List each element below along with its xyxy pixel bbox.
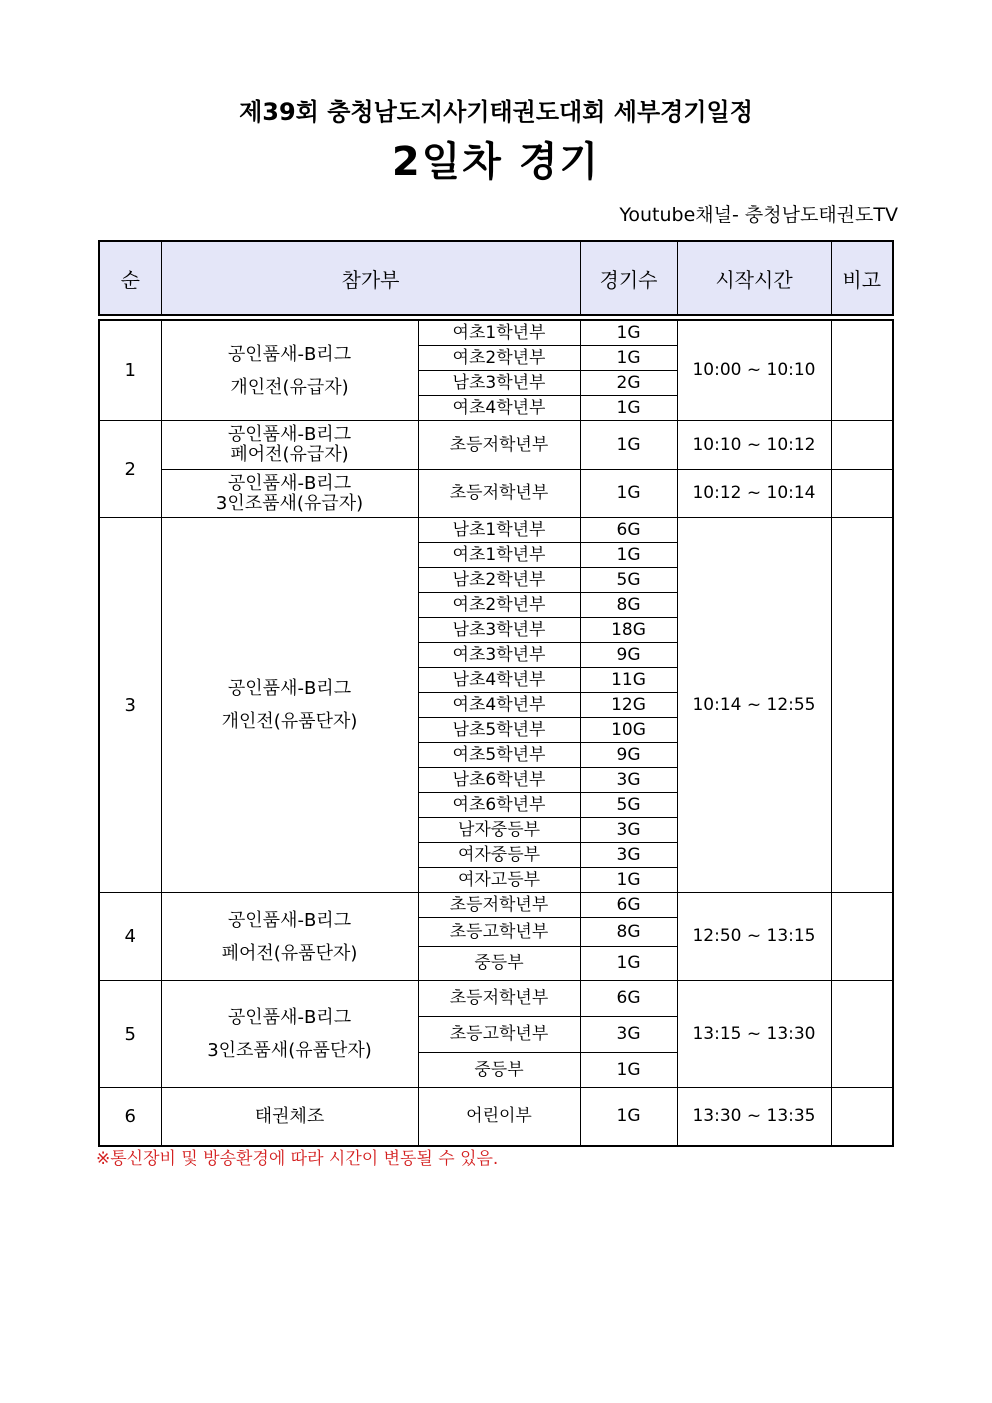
table-row — [99, 1088, 893, 1147]
order-cell: 3 — [99, 518, 161, 893]
event-type: 3인조품새(유급자) — [215, 492, 364, 514]
day-title: 2일차 경기 — [391, 139, 601, 185]
table-row — [99, 518, 893, 543]
games-cell: 6G — [580, 893, 677, 918]
time-cell: 13:15 ~ 13:30 — [677, 981, 831, 1088]
division-cell: 중등부 — [418, 947, 580, 981]
games-cell: 1G — [580, 470, 677, 518]
header-games: 경기수 — [580, 241, 677, 315]
division-cell: 어린이부 — [418, 1088, 580, 1147]
games-cell: 8G — [580, 918, 677, 947]
order-cell: 1 — [99, 320, 161, 421]
table-row — [99, 981, 893, 1017]
time-cell: 13:30 ~ 13:35 — [677, 1088, 831, 1147]
division-cell: 초등저학년부 — [418, 470, 580, 518]
division-cell: 여자고등부 — [418, 868, 580, 893]
division-cell: 여초1학년부 — [418, 320, 580, 346]
note-cell — [831, 470, 893, 518]
event-type: 3인조품새(유품단자) — [207, 1040, 372, 1061]
division-cell: 남자중등부 — [418, 818, 580, 843]
games-cell: 10G — [580, 718, 677, 743]
event-cell — [161, 470, 418, 518]
schedule-header — [98, 240, 894, 316]
event-cell — [161, 518, 418, 893]
time-cell: 12:50 ~ 13:15 — [677, 893, 831, 981]
event-name: 공인품새-B리그 — [227, 343, 352, 365]
division-cell: 여초3학년부 — [418, 643, 580, 668]
games-cell: 3G — [580, 768, 677, 793]
division-cell: 중등부 — [418, 1053, 580, 1088]
event-cell — [161, 421, 418, 470]
event-name: 공인품새-B리그 — [227, 1007, 352, 1028]
note-cell — [831, 1088, 893, 1147]
division-cell: 초등고학년부 — [418, 918, 580, 947]
time-cell: 10:14 ~ 12:55 — [677, 518, 831, 893]
schedule-title: 제39회 충청남도지사기태권도대회 세부경기일정 — [239, 98, 753, 126]
event-name: 공인품새-B리그 — [227, 678, 352, 699]
division-cell: 초등저학년부 — [418, 981, 580, 1017]
footnote: ※통신장비 및 방송환경에 따라 시간이 변동될 수 있음. — [96, 1149, 499, 1169]
games-cell: 9G — [580, 743, 677, 768]
division-cell: 남초3학년부 — [418, 371, 580, 396]
division-cell: 남초5학년부 — [418, 718, 580, 743]
games-cell: 9G — [580, 643, 677, 668]
games-cell: 3G — [580, 1017, 677, 1053]
division-cell: 여초4학년부 — [418, 396, 580, 421]
header-order: 순 — [99, 241, 161, 315]
time-cell: 10:10 ~ 10:12 — [677, 421, 831, 470]
note-cell — [831, 320, 893, 421]
division-cell: 남초4학년부 — [418, 668, 580, 693]
table-row — [99, 320, 893, 346]
games-cell: 18G — [580, 618, 677, 643]
event-cell — [161, 893, 418, 981]
division-cell: 남초6학년부 — [418, 768, 580, 793]
division-cell: 여자중등부 — [418, 843, 580, 868]
header-note: 비고 — [831, 241, 893, 315]
event-type: 개인전(유급자) — [230, 376, 349, 398]
note-cell — [831, 981, 893, 1088]
header-start-time: 시작시간 — [677, 241, 831, 315]
schedule-table — [98, 319, 894, 1147]
games-cell: 3G — [580, 843, 677, 868]
table-row — [99, 421, 893, 470]
header-category: 참가부 — [161, 241, 580, 315]
event-cell — [161, 981, 418, 1088]
event-type: 페어전(유품단자) — [221, 942, 358, 964]
division-cell: 여초6학년부 — [418, 793, 580, 818]
order-cell: 4 — [99, 893, 161, 981]
games-cell: 1G — [580, 947, 677, 981]
games-cell: 8G — [580, 593, 677, 618]
time-cell: 10:00 ~ 10:10 — [677, 320, 831, 421]
division-cell: 남초3학년부 — [418, 618, 580, 643]
time-cell: 10:12 ~ 10:14 — [677, 470, 831, 518]
division-cell: 초등고학년부 — [418, 1017, 580, 1053]
event-type: 페어전(유급자) — [230, 444, 349, 465]
event-name: 공인품새-B리그 — [227, 424, 352, 445]
division-cell: 초등저학년부 — [418, 893, 580, 918]
games-cell: 2G — [580, 371, 677, 396]
event-cell — [161, 320, 418, 421]
table-row — [99, 470, 893, 518]
games-cell: 1G — [580, 543, 677, 568]
division-cell: 남초2학년부 — [418, 568, 580, 593]
games-cell: 1G — [580, 868, 677, 893]
order-cell: 2 — [99, 421, 161, 518]
games-cell: 12G — [580, 693, 677, 718]
note-cell — [831, 893, 893, 981]
games-cell: 5G — [580, 568, 677, 593]
event-cell — [161, 1088, 418, 1147]
division-cell: 여초2학년부 — [418, 346, 580, 371]
games-cell: 1G — [580, 396, 677, 421]
games-cell: 1G — [580, 421, 677, 470]
games-cell: 5G — [580, 793, 677, 818]
games-cell: 1G — [580, 346, 677, 371]
youtube-channel-label: Youtube채널- 충청남도태권도TV — [619, 204, 898, 226]
games-cell: 6G — [580, 981, 677, 1017]
event-name: 공인품새-B리그 — [227, 909, 352, 931]
division-cell: 여초1학년부 — [418, 543, 580, 568]
event-type: 개인전(유품단자) — [221, 711, 358, 732]
division-cell: 초등저학년부 — [418, 421, 580, 470]
order-cell: 6 — [99, 1088, 161, 1147]
games-cell: 1G — [580, 1088, 677, 1147]
table-row — [99, 893, 893, 918]
division-cell: 여초2학년부 — [418, 593, 580, 618]
games-cell: 11G — [580, 668, 677, 693]
games-cell: 1G — [580, 320, 677, 346]
event-name: 태권체조 — [254, 1106, 325, 1127]
division-cell: 남초1학년부 — [418, 518, 580, 543]
note-cell — [831, 421, 893, 470]
games-cell: 3G — [580, 818, 677, 843]
note-cell — [831, 518, 893, 893]
games-cell: 1G — [580, 1053, 677, 1088]
games-cell: 6G — [580, 518, 677, 543]
event-name: 공인품새-B리그 — [227, 472, 352, 494]
division-cell: 여초5학년부 — [418, 743, 580, 768]
order-cell: 5 — [99, 981, 161, 1088]
division-cell: 여초4학년부 — [418, 693, 580, 718]
